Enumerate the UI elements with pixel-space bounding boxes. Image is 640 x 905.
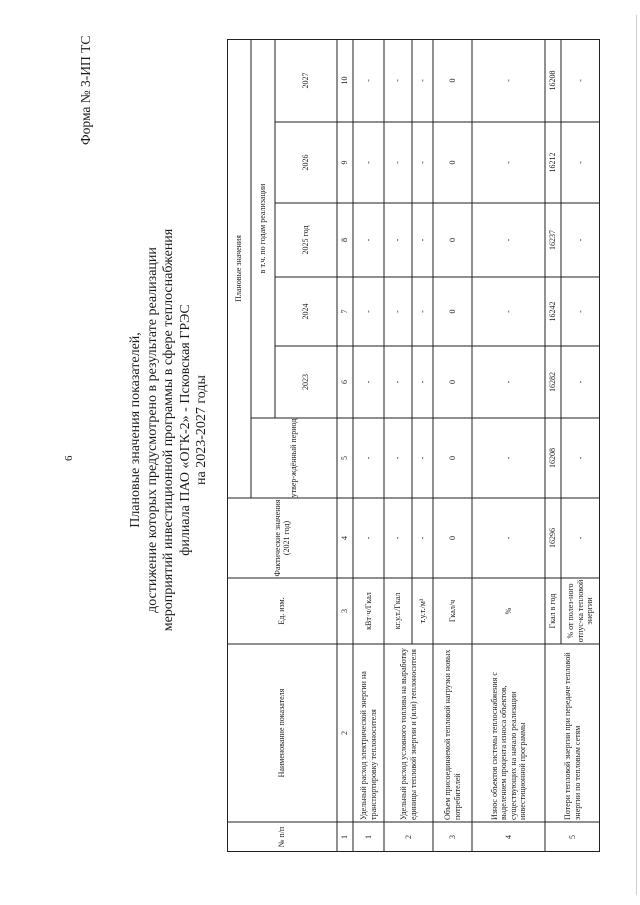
row-name: Удельный расход условного топлива на выработку единицы тепловой энергии и (или) теплоносителя: [399, 648, 418, 820]
row-value: -: [417, 456, 427, 460]
row-value: -: [575, 161, 585, 164]
row-name: Объем присоединяемой тепловой нагрузки новых потребителей: [443, 649, 462, 820]
index-cell: 2: [340, 731, 350, 735]
header-approved: утвер-ждённый период: [289, 418, 299, 498]
row-value: -: [363, 380, 373, 384]
header-year: 2025 год: [301, 225, 311, 255]
row-num: 3: [447, 835, 457, 839]
index-cell: 6: [340, 380, 350, 384]
row-num: 1: [363, 835, 373, 839]
title-line: Плановые значения показателей,: [128, 332, 143, 528]
header-unit: Ед. изм.: [277, 597, 287, 625]
row-value: -: [575, 536, 585, 540]
indicators-table: [227, 39, 600, 852]
row-num: 5: [567, 835, 577, 839]
row-num: 4: [503, 835, 513, 839]
row-value: 16212: [548, 152, 558, 173]
row-unit: кг.у.т./Гкал: [393, 592, 403, 630]
page-number: 6: [63, 455, 75, 461]
row-num: 2: [403, 835, 413, 839]
row-value: 16242: [548, 301, 558, 322]
header-by-year: в т.ч. по годам реализации: [258, 183, 268, 274]
row-value: -: [417, 536, 427, 540]
row-name: Потери тепловой энергии при передаче тепловой энергии по тепловым сетям: [563, 652, 582, 820]
row-value: -: [503, 310, 513, 313]
row-value: -: [503, 536, 513, 540]
row-value: 0: [447, 456, 457, 460]
row-value: -: [503, 238, 513, 242]
row-value: 16237: [548, 230, 558, 250]
header-name: Наименование показателя: [277, 688, 287, 778]
row-value: -: [417, 310, 427, 313]
header-year: 2024: [301, 303, 311, 320]
row-name: Удельный расход электрической энергии на транспортировку теплоносителя: [359, 671, 378, 820]
row-value: -: [575, 238, 585, 242]
index-cell: 5: [340, 456, 350, 460]
row-value: 0: [447, 380, 457, 384]
row-value: -: [393, 456, 403, 460]
title-line: достижение которых предусмотрено в результате реализации: [144, 247, 160, 613]
row-unit: кВт·ч/Гкал: [363, 592, 373, 630]
row-value: -: [503, 456, 513, 460]
row-unit: %: [503, 607, 513, 615]
row-value: -: [575, 456, 585, 460]
row-value: -: [503, 161, 513, 164]
index-cell: 9: [340, 160, 350, 165]
row-value: -: [393, 380, 403, 384]
row-value: -: [393, 161, 403, 164]
row-value: -: [575, 380, 585, 384]
row-value: -: [393, 536, 403, 540]
scan-edge: [636, 15, 637, 895]
row-value: -: [363, 161, 373, 164]
index-cell: 8: [340, 238, 350, 242]
index-cell: 3: [340, 609, 350, 613]
row-name: Износ объектов системы теплоснабжения с выделением процента износа объектов, существующих на начало реализации инвестиционной программы: [489, 672, 527, 820]
row-value: 0: [447, 238, 457, 242]
index-cell: 1: [340, 835, 350, 839]
header-year: 2023: [301, 374, 311, 390]
row-value: 0: [447, 78, 457, 83]
row-value: -: [393, 79, 403, 82]
document-title: [128, 150, 211, 710]
row-value: 0: [447, 536, 457, 540]
row-value: 16208: [548, 448, 558, 468]
row-unit: Гкал/ч: [447, 599, 457, 623]
index-cell: 7: [340, 309, 350, 314]
row-value: 0: [447, 160, 457, 165]
row-value: -: [417, 79, 427, 82]
index-cell: 10: [340, 76, 350, 85]
row-value: -: [363, 456, 373, 460]
row-unit: т.у.т./м³: [417, 598, 427, 624]
header-year: 2026: [301, 154, 311, 171]
row-value: 16208: [548, 70, 558, 91]
row-value: -: [363, 79, 373, 82]
row-value: -: [417, 161, 427, 164]
row-value: -: [363, 310, 373, 313]
row-value: 0: [447, 309, 457, 314]
row-value: -: [575, 79, 585, 82]
row-value: -: [363, 238, 373, 242]
title-line: мероприятий инвестиционной программы в сфере теплоснабжения: [161, 228, 176, 632]
row-value: -: [575, 310, 585, 313]
form-label: Форма № 3-ИП ТС: [78, 35, 93, 145]
header-actual: Фактические значения (2021 год): [272, 499, 291, 577]
header-planned: Плановые значения: [234, 235, 244, 302]
title-line: филиала ПАО «ОГК-2» - Псковская ГРЭС: [177, 304, 193, 556]
row-value: 16282: [548, 372, 558, 392]
row-unit: % от полез-ного отпус-ка тепловой энергии: [566, 579, 595, 643]
row-value: -: [417, 380, 427, 384]
index-cell: 4: [340, 536, 350, 540]
row-value: -: [363, 536, 373, 540]
title-line: на 2023-2027 годы: [194, 375, 209, 485]
row-value: -: [503, 79, 513, 82]
row-value: -: [417, 238, 427, 242]
row-value: -: [393, 238, 403, 242]
row-value: -: [503, 380, 513, 384]
header-year: 2027: [301, 72, 311, 89]
row-unit: Гкал в год: [548, 593, 558, 629]
header-num: № п/п: [277, 826, 287, 848]
row-value: 16296: [548, 528, 558, 548]
row-value: -: [393, 310, 403, 313]
